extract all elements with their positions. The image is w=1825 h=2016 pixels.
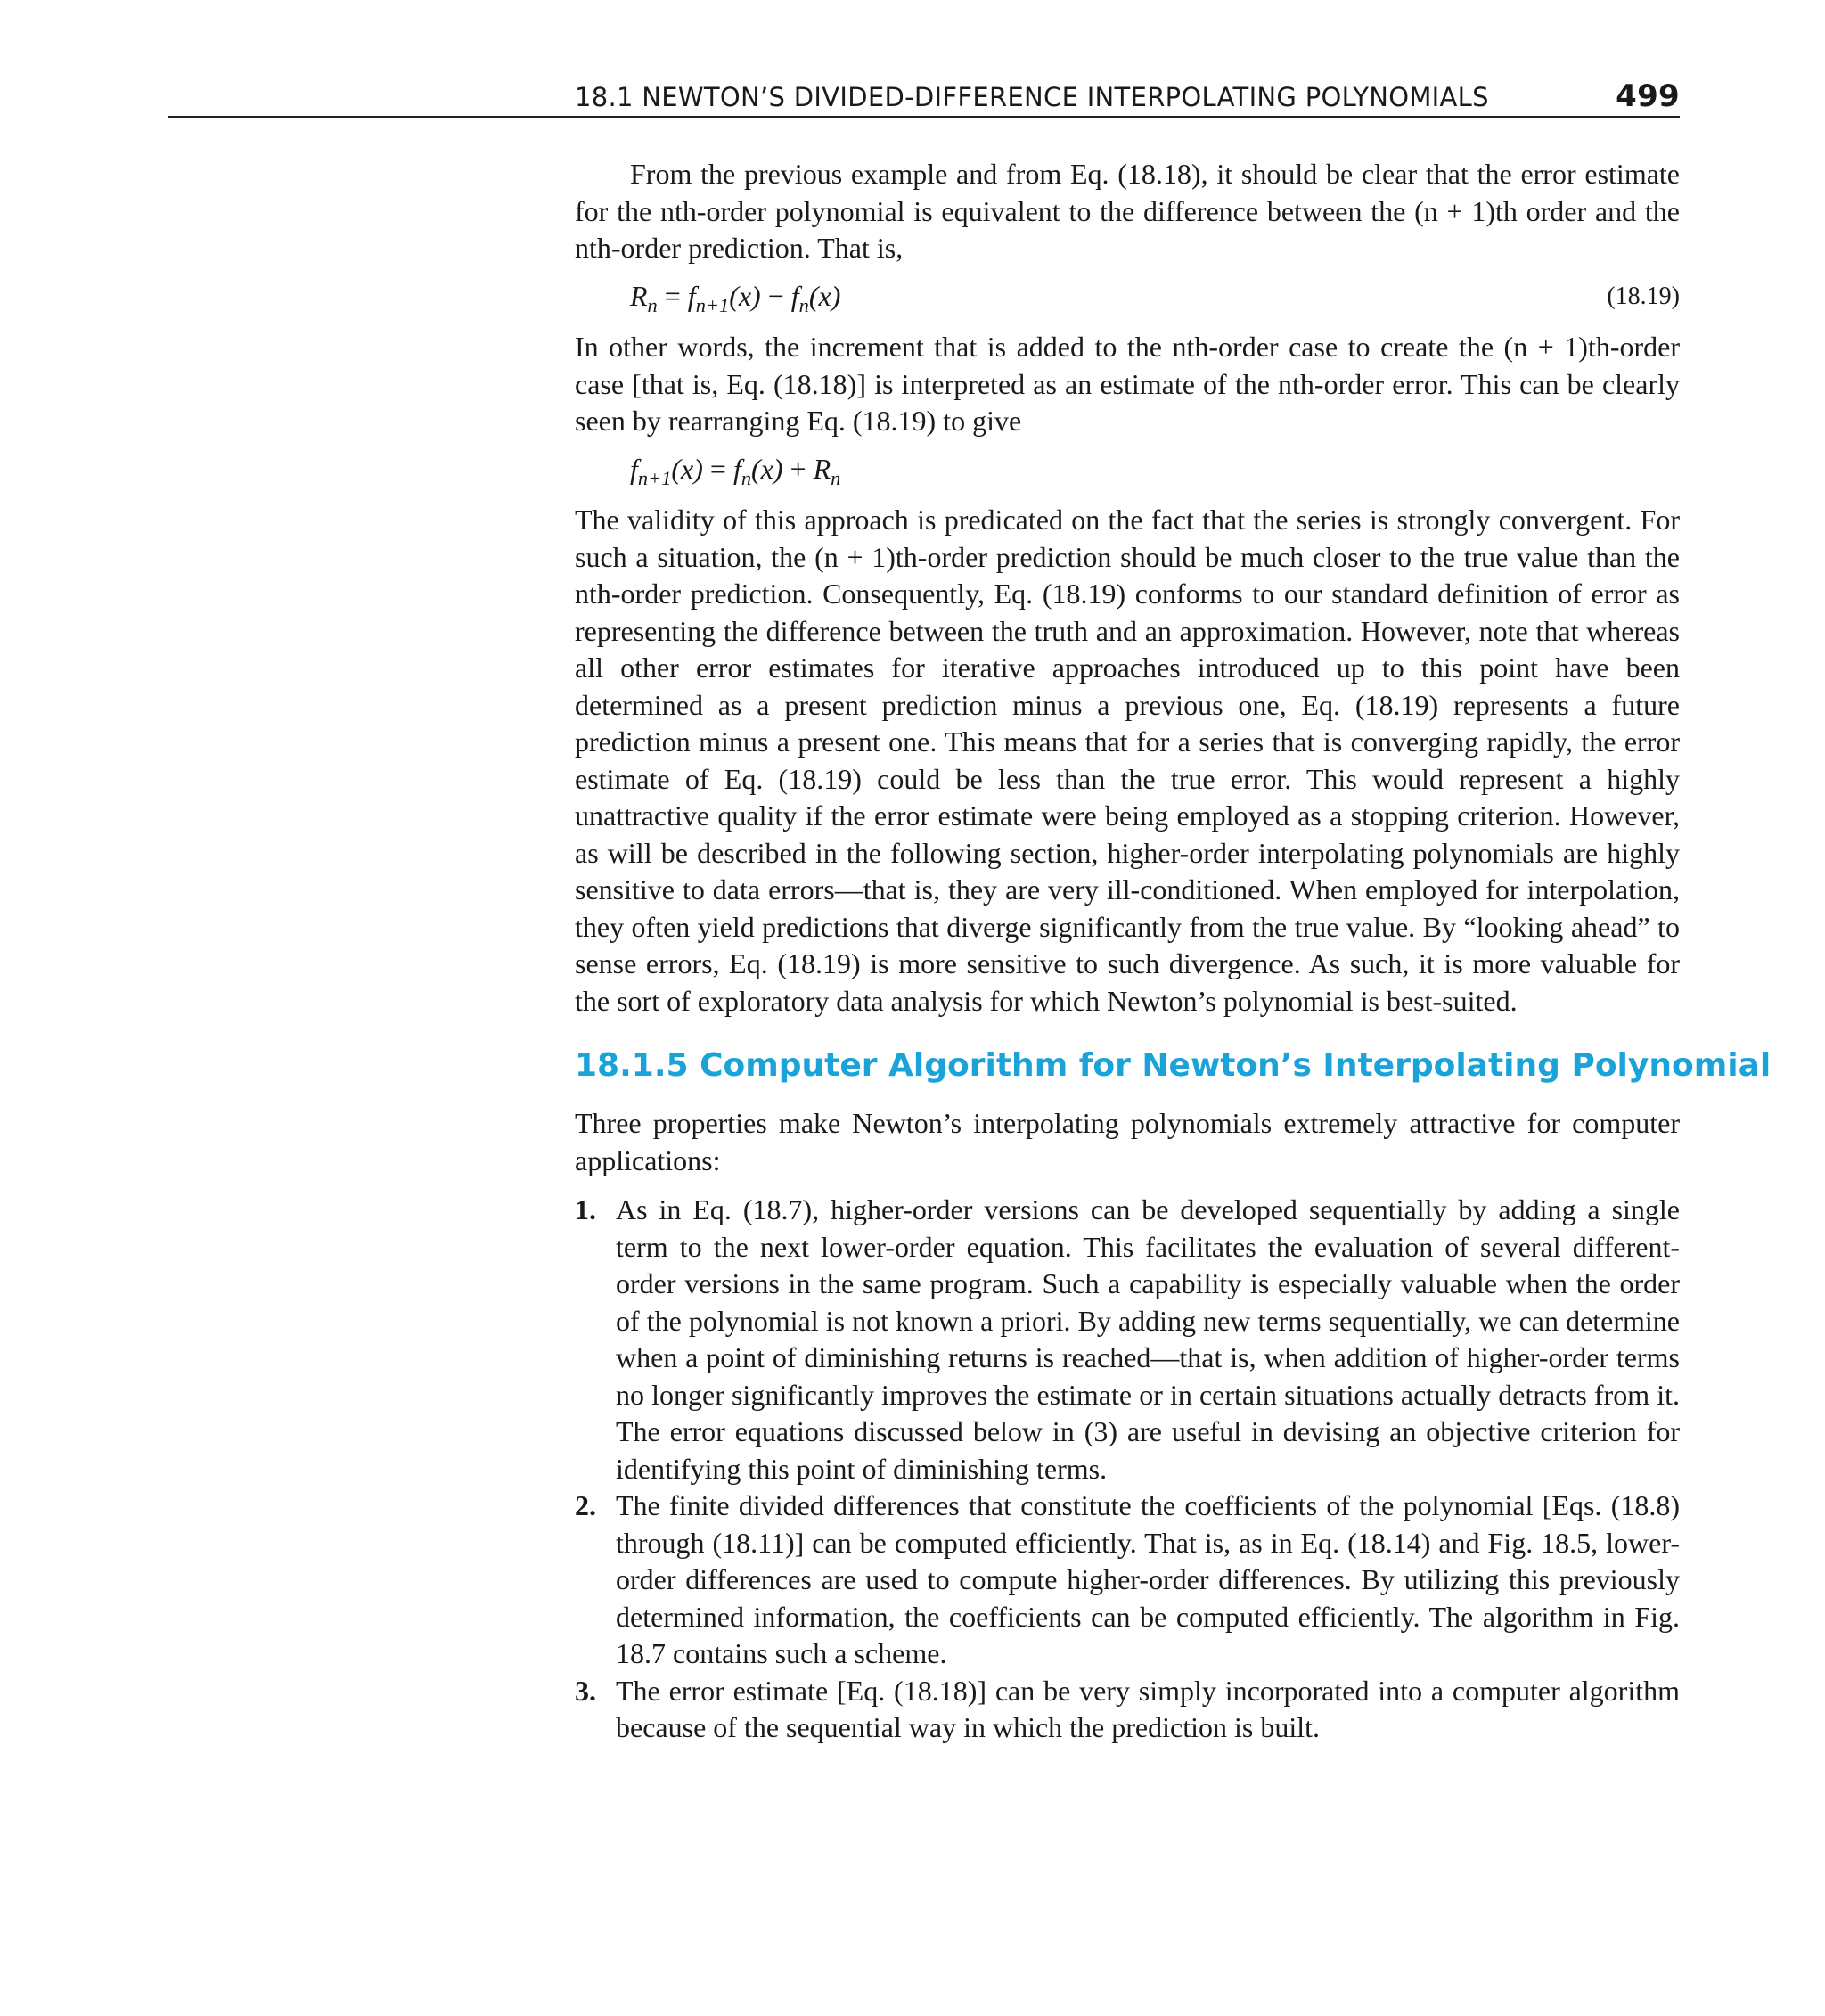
list-text: As in Eq. (18.7), higher-order versions can be developed sequentially by adding a single term to the next lower-order equation. This facilitates the evaluation of several different-order versions in the same program. Such a capability is especially valuable when the order of the polynomial is not known a priori. By adding new terms sequentially, we can determine when a point of diminishing returns is reached—that is, when addition of higher-order terms no longer significantly improves the estimate or in certain situations actually detracts from it. The error equations discussed below in (3) are useful in devising an objective criterion for identifying this point of diminishing terms. [616, 1193, 1680, 1485]
header-rule [168, 116, 1680, 118]
eq1-arg1: (x) [729, 279, 761, 312]
list-number: 3. [575, 1674, 596, 1707]
equation-number: (18.19) [1607, 282, 1680, 310]
paragraph-3: The validity of this approach is predicated on the fact that the series is strongly convergent. For such a situation, the (n + 1)th-order prediction should be much closer to the true value than the nth-order prediction. Consequently, Eq. (18.19) conforms to our standard definition of error as representing the difference between the truth and an approximation. However, note that whereas all other error estimates for iterative approaches introduced up to this point have been determined as a present prediction minus a previous one, Eq. (18.19) represents a future prediction minus a present one. This means that for a series that is converging rapidly, the error estimate of Eq. (18.19) could be less than the true error. This would represent a highly unattractive quality if the error estimate were being employed as a stopping criterion. However, as will be described in the following section, higher-order interpolating polynomials are highly sensitive to data errors—that is, they are very ill-conditioned. When employed for interpolation, they often yield predictions that diverge significantly from the true value. By “looking ahead” to sense errors, Eq. (18.19) is more sensitive to such divergence. As such, it is more valuable for the sort of exploratory data analysis for which Newton’s polynomial is best-suited. [575, 504, 1680, 1017]
paragraph-4: Three properties make Newton’s interpolating polynomials extremely attractive for computer applications: [575, 1107, 1680, 1176]
list-item [575, 1192, 1680, 1487]
eq1-arg2: (x) [808, 279, 841, 312]
text-column [575, 156, 1772, 1747]
eq1-f2: f [790, 279, 799, 312]
equation-18-19 [575, 278, 1680, 316]
eq2-arg1: (x) [671, 452, 703, 485]
eq1-minus: − [760, 279, 791, 312]
eq1-f1-sub: n+1 [695, 293, 730, 316]
properties-list [575, 1192, 1680, 1747]
eq2-f2: f [732, 452, 741, 485]
list-text: The finite divided differences that constitute the coefficients of the polynomial [Eqs. (18.8) through (18.11)] can be computed efficiently. That is, as in Eq. (18.14) and Fig. 18.5, lower-order differences are used to compute higher-order differences. By utilizing this previously determined information, the coefficients can be computed efficiently. The algorithm in Fig. 18.7 contains such a scheme. [616, 1489, 1680, 1669]
eq1-equals: = [657, 279, 688, 312]
section-heading: 18.1.5 Computer Algorithm for Newton’s Interpolating Polynomial [575, 1047, 1772, 1084]
list-number: 1. [575, 1193, 596, 1225]
list-item [575, 1673, 1680, 1747]
list-number: 2. [575, 1489, 596, 1521]
eq1-lhs: R [630, 279, 648, 312]
list-item [575, 1487, 1680, 1673]
eq2-f1: f [630, 452, 638, 485]
list-text: The error estimate [Eq. (18.18)] can be very simply incorporated into a computer algorithm because of the sequential way in which the prediction is built. [616, 1674, 1680, 1743]
eq2-arg2: (x) [751, 452, 783, 485]
eq2-r-sub: n [831, 466, 841, 489]
equation-rearranged-body [630, 451, 840, 488]
running-title: 18.1 NEWTON’S DIVIDED-DIFFERENCE INTERPOLATING POLYNOMIALS [575, 82, 1489, 112]
running-header [575, 78, 1680, 119]
equation-rearranged [575, 451, 1680, 488]
eq2-f1-sub: n+1 [637, 466, 672, 489]
eq1-f1: f [687, 279, 696, 312]
page-number: 499 [1616, 78, 1680, 114]
eq2-equals: = [702, 452, 733, 485]
equation-18-19-body [630, 278, 840, 316]
eq2-r: R [813, 452, 831, 485]
paragraph-2: In other words, the increment that is added to the nth-order case to create the (n + 1)th-order case [that is, Eq. (18.18)] is interpreted as an estimate of the nth-order error. This can be clearly seen by rearranging Eq. (18.19) to give [575, 331, 1680, 437]
paragraph-1: From the previous example and from Eq. (18.18), it should be clear that the error estimate for the nth-order polynomial is equivalent to the difference between the (n + 1)th order and the nth-order prediction. That is, [575, 158, 1680, 264]
eq1-lhs-sub: n [647, 293, 658, 316]
eq2-plus: + [782, 452, 814, 485]
eq2-f2-sub: n [741, 466, 752, 489]
eq1-f2-sub: n [798, 293, 809, 316]
